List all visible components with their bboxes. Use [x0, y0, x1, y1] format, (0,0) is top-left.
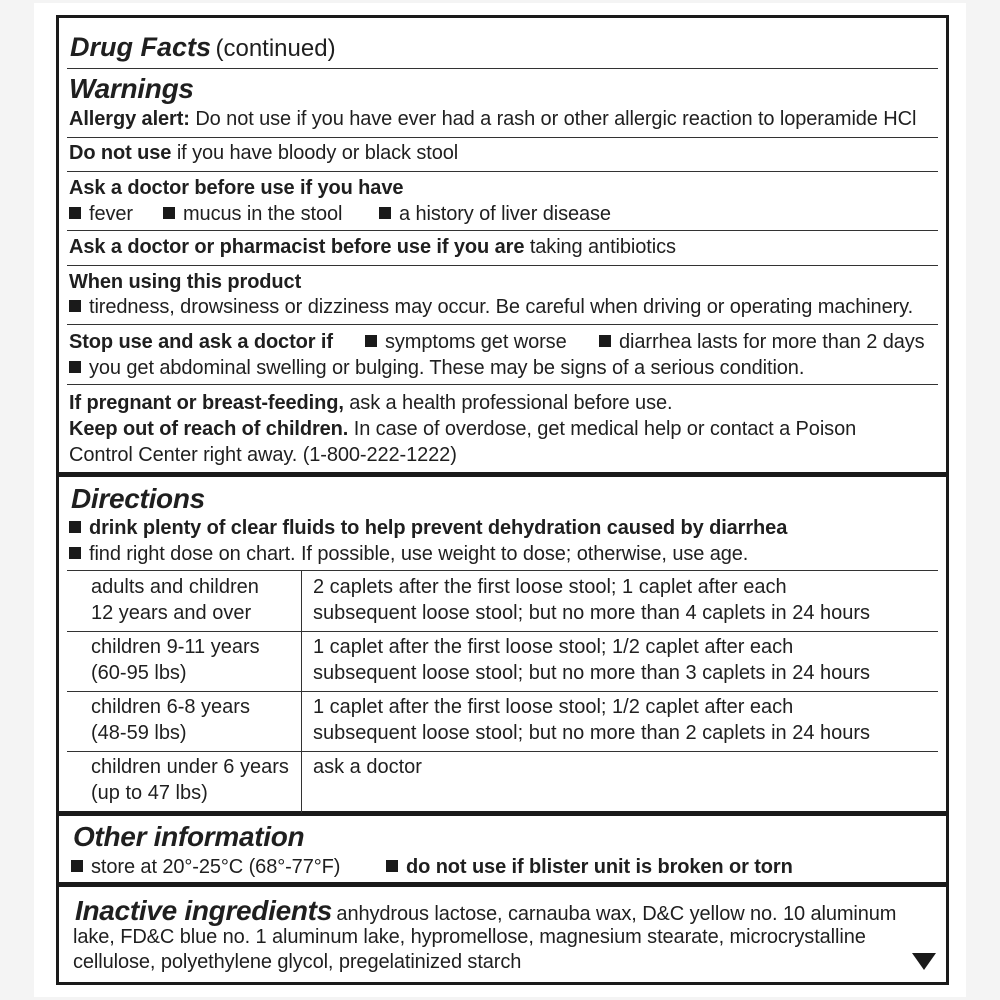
dose-cell	[313, 634, 870, 686]
square-bullet-icon	[69, 300, 81, 312]
other-information-title: Other information	[73, 821, 305, 852]
table-row-rule	[67, 631, 938, 632]
pregnant-label: If pregnant or breast-feeding,	[69, 392, 344, 414]
square-bullet-icon	[365, 335, 377, 347]
inactive-ingredients-text: anhydrous lactose, carnauba wax, D&C yellow no. 10 aluminum	[336, 903, 897, 925]
directions-panel	[56, 474, 949, 814]
blister-warning-text: do not use if blister unit is broken or torn	[406, 856, 793, 878]
stop-use-item-text: symptoms get worse	[385, 331, 567, 353]
do-not-use	[69, 142, 458, 165]
when-using-label: When using this product	[69, 271, 302, 293]
stop-use-item-text: you get abdominal swelling or bulging. These may be signs of a serious condition.	[89, 357, 805, 379]
pregnant-text: ask a health professional before use.	[349, 392, 673, 414]
divider	[67, 171, 938, 172]
triangle-down-icon	[912, 953, 936, 970]
age-text: 12 years and over	[91, 602, 252, 624]
allergy-alert	[69, 108, 916, 131]
ask-doctor-item-text: a history of liver disease	[399, 203, 611, 225]
continued-label: (continued)	[215, 35, 336, 62]
age-cell	[91, 754, 289, 806]
stop-use-item	[69, 357, 804, 380]
divider	[67, 230, 938, 231]
when-using-text: tiredness, drowsiness or dizziness may occur. Be careful when driving or operating machinery.	[89, 296, 914, 318]
square-bullet-icon	[163, 207, 175, 219]
other-information-panel	[56, 813, 949, 885]
stop-use-label: Stop use and ask a doctor if	[69, 331, 333, 353]
directions-bullet	[69, 543, 748, 566]
age-text: children 6-8 years	[91, 696, 250, 718]
other-info-item	[386, 856, 793, 879]
square-bullet-icon	[69, 207, 81, 219]
do-not-use-text: if you have bloody or black stool	[176, 142, 459, 164]
ask-doctor-item	[163, 203, 342, 226]
divider	[67, 384, 938, 385]
directions-title: Directions	[71, 483, 205, 514]
dose-text: subsequent loose stool; but no more than 2 caplets in 24 hours	[313, 722, 871, 744]
dose-text: subsequent loose stool; but no more than 3 caplets in 24 hours	[313, 662, 871, 684]
age-cell	[91, 694, 250, 746]
table-row-rule	[67, 691, 938, 692]
keep-out-text: In case of overdose, get medical help or contact a Poison	[353, 418, 857, 440]
age-cell	[91, 634, 260, 686]
table-top-rule	[67, 570, 938, 571]
stop-use-item	[599, 331, 925, 354]
inactive-ingredients-title: Inactive ingredients	[75, 895, 332, 926]
age-text: (48-59 lbs)	[91, 722, 187, 744]
inactive-ingredients-text: cellulose, polyethylene glycol, pregelatinized starch	[73, 951, 522, 973]
allergy-alert-label: Allergy alert:	[69, 108, 190, 130]
dose-cell	[313, 694, 870, 746]
ask-doctor-item	[69, 203, 133, 226]
divider	[67, 68, 938, 69]
dose-text: ask a doctor	[313, 756, 422, 778]
ask-doctor-item-text: mucus in the stool	[183, 203, 343, 225]
ask-doctor-item-text: fever	[89, 203, 133, 225]
do-not-use-label: Do not use	[69, 142, 172, 164]
age-text: children 9-11 years	[91, 636, 260, 658]
square-bullet-icon	[386, 860, 398, 872]
stop-use-item-text: diarrhea lasts for more than 2 days	[619, 331, 925, 353]
square-bullet-icon	[599, 335, 611, 347]
dose-text: 1 caplet after the first loose stool; 1/2 caplet after each	[313, 696, 794, 718]
table-row-rule	[67, 751, 938, 752]
inactive-line-1	[75, 895, 896, 927]
keep-out-text-cont: Control Center right away. (1-800-222-1222)	[69, 444, 457, 466]
age-text: children under 6 years	[91, 756, 289, 778]
stop-use-item	[365, 331, 567, 354]
drug-facts-header	[70, 32, 336, 63]
stop-use-line	[69, 331, 333, 354]
directions-bullet-text: find right dose on chart. If possible, use weight to dose; otherwise, use age.	[89, 543, 749, 565]
directions-bullet-text: drink plenty of clear fluids to help prevent dehydration caused by diarrhea	[89, 517, 788, 539]
age-text: (60-95 lbs)	[91, 662, 187, 684]
ask-pharmacist-label: Ask a doctor or pharmacist before use if you are	[69, 236, 525, 258]
ask-pharmacist	[69, 236, 676, 259]
square-bullet-icon	[69, 361, 81, 373]
divider	[67, 265, 938, 266]
pregnant-warning	[69, 392, 672, 415]
dose-text: 1 caplet after the first loose stool; 1/2 caplet after each	[313, 636, 794, 658]
divider	[67, 137, 938, 138]
age-text: adults and children	[91, 576, 259, 598]
when-using-item	[69, 296, 913, 319]
age-cell	[91, 574, 259, 626]
ask-doctor-item	[379, 203, 611, 226]
warnings-title: Warnings	[69, 73, 194, 104]
square-bullet-icon	[71, 860, 83, 872]
dose-cell	[313, 574, 870, 626]
dose-text: subsequent loose stool; but no more than 4 caplets in 24 hours	[313, 602, 871, 624]
other-info-item	[71, 856, 340, 879]
square-bullet-icon	[69, 521, 81, 533]
inactive-ingredients-panel	[56, 884, 949, 985]
keep-out-label: Keep out of reach of children.	[69, 418, 349, 440]
dose-cell	[313, 754, 422, 780]
ask-doctor-label: Ask a doctor before use if you have	[69, 177, 404, 199]
storage-text: store at 20°-25°C (68°-77°F)	[91, 856, 341, 878]
drug-facts-title: Drug Facts	[70, 32, 212, 62]
divider	[67, 324, 938, 325]
allergy-alert-text: Do not use if you have ever had a rash or other allergic reaction to loperamide HCl	[195, 108, 917, 130]
square-bullet-icon	[379, 207, 391, 219]
ask-pharmacist-text: taking antibiotics	[529, 236, 676, 258]
keep-out-warning	[69, 418, 856, 441]
directions-bullet	[69, 517, 787, 540]
warnings-panel	[56, 15, 949, 475]
age-text: (up to 47 lbs)	[91, 782, 208, 804]
square-bullet-icon	[69, 547, 81, 559]
dose-text: 2 caplets after the first loose stool; 1 caplet after each	[313, 576, 787, 598]
inactive-ingredients-text: lake, FD&C blue no. 1 aluminum lake, hypromellose, magnesium stearate, microcrystalline	[73, 926, 866, 948]
